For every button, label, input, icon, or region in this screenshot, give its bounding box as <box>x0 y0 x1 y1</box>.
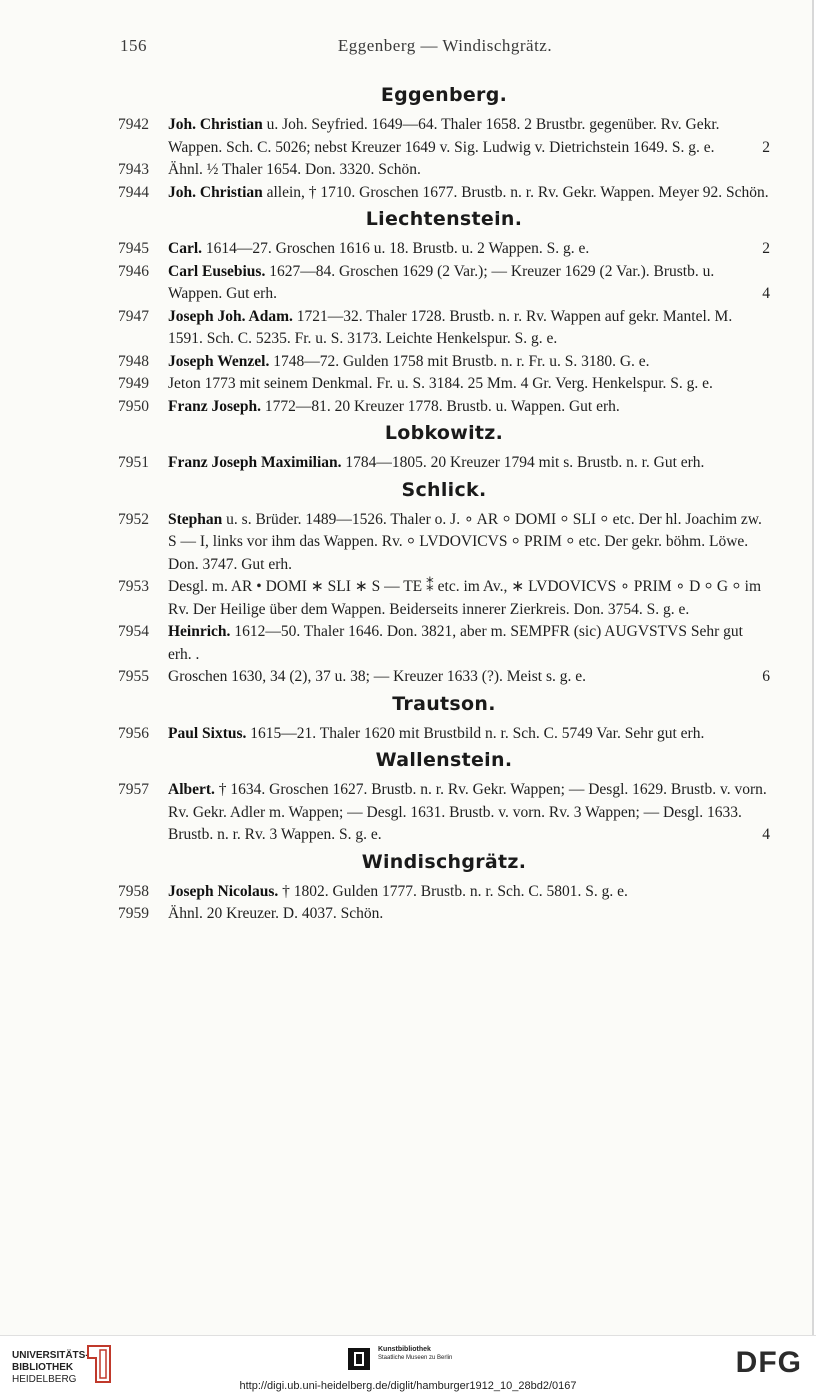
lot-count: 4 <box>762 285 770 302</box>
permalink-url[interactable]: http://digi.ub.uni-heidelberg.de/diglit/hamburger1912_10_28bd2/0167 <box>239 1380 577 1392</box>
section-title: Trautson. <box>392 692 496 715</box>
entry-description: allein, † 1710. Groschen 1677. Brustb. n. r. Rv. Gekr. Wappen. Meyer 92. Schön. <box>262 183 769 201</box>
lot-number: 7959 <box>118 905 149 922</box>
section-title: Eggenberg. <box>380 84 508 106</box>
catalogue-entry <box>118 621 770 666</box>
catalogue-entry <box>118 723 770 746</box>
university-library-logo-text: UNIVERSITÄTS- BIBLIOTHEK HEIDELBERG <box>12 1350 89 1385</box>
entry-description: Jeton 1773 mit seinem Denkmal. Fr. u. S. 3184. 25 Mm. 4 Gr. Verg. Henkelspur. S. g. e. <box>168 375 713 392</box>
lot-number: 7952 <box>118 510 149 528</box>
lot-number: 7951 <box>118 454 149 471</box>
entry-description: Groschen 1630, 34 (2), 37 u. 38; — Kreuzer 1633 (?). Meist s. g. e. <box>168 668 586 685</box>
lot-number: 7958 <box>118 882 149 900</box>
lot-count: 6 <box>762 668 770 685</box>
entry-name: Franz Joseph Maximilian. <box>168 454 342 471</box>
entry-description: 1612—50. Thaler 1646. Don. 3821, aber m. SEMPFR (sic) AUGVSTVS Sehr gut erh. . <box>168 623 743 663</box>
catalogue-entry <box>118 452 770 475</box>
entry-name: Joh. Christian <box>168 116 263 133</box>
entry-description: 1721—32. Thaler 1728. Brustb. n. r. Rv. Wappen auf gekr. Mantel. M. 1591. Sch. C. 5235. Fr. u. S. 3173. Leichte Henkelspur. S. g. e. <box>168 307 733 347</box>
catalogue-entry <box>118 903 770 926</box>
lot-number: 7953 <box>118 578 149 595</box>
section-title: Liechtenstein. <box>365 208 523 230</box>
entry-description: 1772—81. 20 Kreuzer 1778. Brustb. u. Wappen. Gut erh. <box>261 397 620 415</box>
entry-name: Joseph Wenzel. <box>168 352 270 370</box>
lot-number: 7947 <box>118 307 149 325</box>
catalogue-entry <box>118 373 770 396</box>
section-title: Schlick. <box>401 478 487 501</box>
entry-description: Ähnl. 20 Kreuzer. D. 4037. Schön. <box>168 905 384 922</box>
catalogue-entry <box>118 238 770 261</box>
entry-name: Joh. Christian <box>168 183 263 201</box>
lot-number: 7955 <box>118 668 149 685</box>
entry-description: u. s. Brüder. 1489—1526. Thaler o. J. ∘ AR ⸰ DOMI ⸰ SLI ⸰ etc. Der hl. Joachim zw. S — I, links vor ihm das Wappen. Rv. ⸰ LVDOVICVS ⸰ PRIM ⸰ etc. Der gekr. böhm. Löwe. Don. 3747. Gut erh. <box>168 510 762 573</box>
section-title: Wallenstein. <box>375 749 513 771</box>
lot-number: 7943 <box>118 161 149 178</box>
entry-description: 1748—72. Gulden 1758 mit Brustb. n. r. Fr. u. S. 3180. G. e. <box>269 352 650 370</box>
lot-number: 7944 <box>118 183 149 201</box>
entry-name: Joseph Joh. Adam. <box>168 307 293 325</box>
running-title: Eggenberg — Windischgrätz. <box>337 36 553 55</box>
catalogue-entry <box>118 159 770 182</box>
section-title: Lobkowitz. <box>384 422 504 444</box>
lot-number: 7948 <box>118 352 149 370</box>
catalogue-entry <box>118 509 770 577</box>
entry-name: Carl Eusebius. <box>168 262 266 280</box>
entry-name: Paul Sixtus. <box>168 724 247 742</box>
lot-count: 4 <box>762 826 770 843</box>
lot-number: 7956 <box>118 724 149 742</box>
page-number: 156 <box>120 36 147 55</box>
section-title: Windischgrätz. <box>361 850 527 873</box>
catalogue-entry <box>118 114 770 159</box>
entry-name: Franz Joseph. <box>168 397 261 415</box>
entry-description: 1627—84. Groschen 1629 (2 Var.); — Kreuzer 1629 (2 Var.). Brustb. u. Wappen. Gut erh. <box>168 262 715 302</box>
lot-number: 7954 <box>118 623 149 640</box>
catalogue-entry <box>118 351 770 374</box>
lot-count: 2 <box>762 138 770 156</box>
lot-number: 7946 <box>118 262 149 280</box>
entry-description: Desgl. m. AR • DOMI ∗ SLI ∗ S — TE ⁑ etc. im Av., ∗ LVDOVICVS ∘ PRIM ∘ D ⸰ G ⸰ im Rv. Der Heilige über dem Wappen. Beiderseits innerer Zierkreis. Don. 3754. S. g. e. <box>168 578 762 618</box>
catalogue-entry <box>118 666 770 689</box>
lot-number: 7950 <box>118 397 149 415</box>
catalogue-entry <box>118 576 770 621</box>
catalogue-entry <box>118 396 770 419</box>
catalogue-entry <box>118 306 770 351</box>
catalogue-entry <box>118 881 770 904</box>
entry-name: Carl. <box>168 240 203 257</box>
entry-description: u. Joh. Seyfried. 1649—64. Thaler 1658. 2 Brustbr. gegenüber. Rv. Gekr. Wappen. Sch. C. 5026; nebst Kreuzer 1649 v. Sig. Ludwig v. Dietrichstein 1649. S. g. e. <box>168 116 720 156</box>
lot-number: 7945 <box>118 240 149 257</box>
entry-description: 1615—21. Thaler 1620 mit Brustbild n. r. Sch. C. 5749 Var. Sehr gut erh. <box>246 724 705 742</box>
viewer-footer: UNIVERSITÄTS- BIBLIOTHEK HEIDELBERG Kunstbibliothek Staatliche Museen zu Berlin DFG http://digi.ub.uni-heidelberg.de/diglit/hamburger1912_10_28bd2/0167 <box>0 1335 816 1394</box>
entry-name: Heinrich. <box>168 623 231 640</box>
catalogue-entry <box>118 261 770 306</box>
catalogue-entry <box>118 182 770 205</box>
entry-description: 1784—1805. 20 Kreuzer 1794 mit s. Brustb. n. r. Gut erh. <box>341 454 705 471</box>
lot-number: 7942 <box>118 116 149 133</box>
catalogue-content <box>118 80 770 926</box>
entry-name: Joseph Nicolaus. <box>168 882 279 900</box>
lot-number: 7957 <box>118 781 149 798</box>
entry-description: Ähnl. ½ Thaler 1654. Don. 3320. Schön. <box>168 161 421 178</box>
dfg-logo: DFG <box>735 1346 802 1379</box>
catalogue-entry <box>118 779 770 847</box>
entry-name: Albert. <box>168 781 215 798</box>
entry-description: 1614—27. Groschen 1616 u. 18. Brustb. u. 2 Wappen. S. g. e. <box>202 240 590 257</box>
entry-description: † 1634. Groschen 1627. Brustb. n. r. Rv. Gekr. Wappen; — Desgl. 1629. Brustb. v. vorn. Rv. Gekr. Adler m. Wappen; — Desgl. 1631. Brustb. v. vorn. Rv. 3 Wappen; — Desgl. 1633. Brustb. n. r. Rv. 3 Wappen. S. g. e. <box>168 781 767 843</box>
entry-name: Stephan <box>168 510 223 528</box>
kunstbibliothek-mark-icon <box>348 1348 370 1370</box>
lot-number: 7949 <box>118 375 149 392</box>
entry-description: † 1802. Gulden 1777. Brustb. n. r. Sch. C. 5801. S. g. e. <box>278 882 628 900</box>
lot-count: 2 <box>762 240 770 257</box>
